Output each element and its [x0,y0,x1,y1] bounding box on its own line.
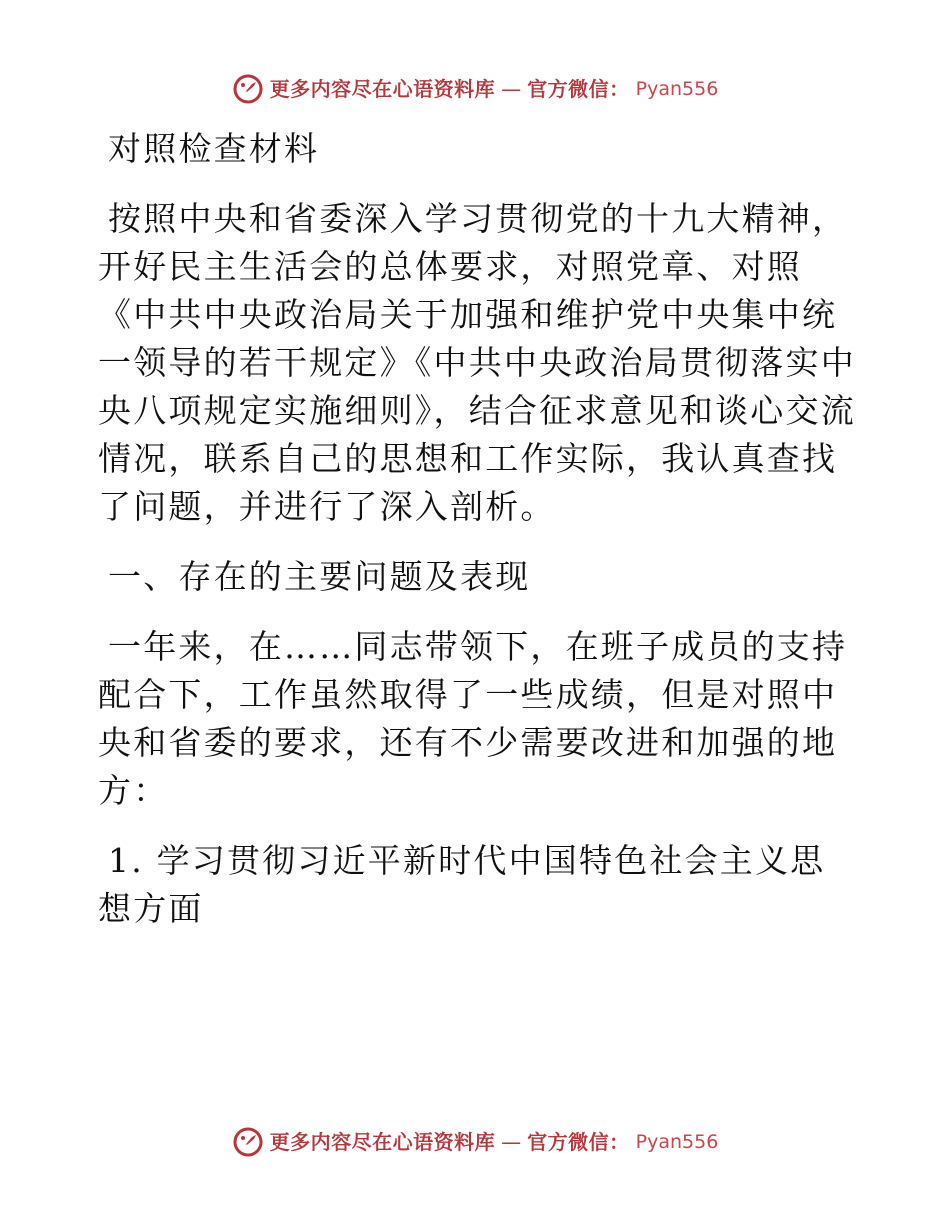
quill-pen-logo-icon [232,73,264,105]
footer-banner [0,1126,950,1158]
footer-wechat-id: Pyan556 [635,1131,719,1153]
document-title: 对照检查材料 [108,129,320,168]
paragraph-intro: 按照中央和省委深入学习贯彻党的十九大精神，开好民主生活会的总体要求，对照党章、对照《中共中央政治局关于加强和维护党中央集中统一领导的若干规定》《中共中央政治局贯彻落实中央八项规定实施细则》，结合征求意见和谈心交流情况，联系自己的思想和工作实际，我认真查找了问题，并进行了深入剖析。 [98,199,856,526]
header-separator: — [501,77,522,101]
header-wechat-id: Pyan556 [635,78,719,100]
section-heading-main-problems: 一、存在的主要问题及表现 [108,557,531,596]
header-brand-text: 更多内容尽在心语资料库 [269,77,496,101]
footer-separator: — [501,1130,522,1154]
document-body [98,125,858,955]
footer-brand-text: 更多内容尽在心语资料库 [269,1130,496,1154]
header-wechat-label: 官方微信： [527,77,630,101]
subsection-heading-study: 1. 学习贯彻习近平新时代中国特色社会主义思想方面 [98,841,826,928]
paragraph-overview: 一年来，在……同志带领下，在班子成员的支持配合下，工作虽然取得了一些成绩，但是对照中央和省委的要求，还有不少需要改进和加强的地方： [98,627,848,810]
footer-wechat-label: 官方微信： [527,1130,630,1154]
header-banner [0,73,950,105]
quill-pen-logo-icon [232,1126,264,1158]
